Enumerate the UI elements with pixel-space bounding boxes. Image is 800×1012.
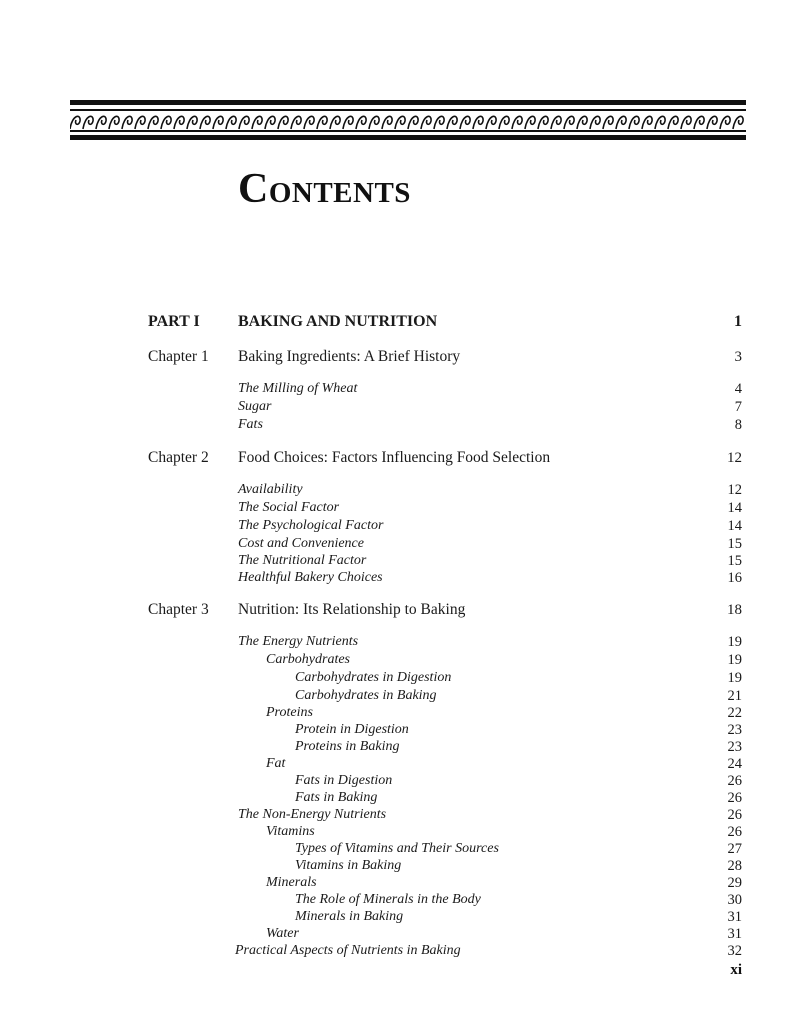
ornament-wave — [265, 116, 275, 129]
entry-page: 4 — [734, 381, 742, 397]
page-folio: xi — [730, 962, 742, 978]
ornament-wave — [109, 116, 119, 129]
ornament-wave — [382, 116, 392, 129]
ornament-wave — [655, 116, 665, 129]
ornament-wave — [200, 116, 210, 129]
entry-text: The Social Factor — [238, 500, 340, 515]
ornament-wave — [395, 116, 405, 129]
toc-entry — [0, 632, 800, 652]
ornament-wave — [343, 116, 353, 129]
entry-page: 14 — [727, 518, 742, 534]
page-title: Contents — [238, 166, 411, 212]
entry-text: Healthful Bakery Choices — [238, 570, 383, 585]
entry-text: Water — [266, 926, 299, 941]
ornament-wave — [642, 116, 652, 129]
entry-page: 30 — [727, 892, 742, 908]
ornament-wave — [135, 116, 145, 129]
entry-text: The Nutritional Factor — [238, 553, 367, 568]
entry-text: Protein in Digestion — [295, 722, 409, 737]
entry-text: Practical Aspects of Nutrients in Baking — [235, 943, 461, 958]
ornament-wave — [356, 116, 366, 129]
chapter-title: Food Choices: Factors Influencing Food Selection — [238, 449, 551, 466]
toc-entry — [0, 668, 800, 688]
entry-text: Proteins in Baking — [295, 739, 400, 754]
entry-page: 8 — [734, 417, 742, 433]
entry-text: Fat — [266, 756, 286, 771]
border-rule-bottom — [70, 135, 746, 140]
toc-entry — [0, 415, 800, 435]
entry-text: Minerals — [266, 875, 317, 890]
chapter-page: 3 — [734, 349, 742, 365]
chapter-page: 12 — [727, 450, 742, 466]
ornament-wave — [473, 116, 483, 129]
toc-entry — [0, 650, 800, 670]
entry-page: 26 — [727, 807, 742, 823]
entry-text: Fats in Baking — [295, 790, 378, 805]
toc-entry — [0, 379, 800, 399]
ornament-wave — [486, 116, 496, 129]
chapter-page: 18 — [727, 602, 742, 618]
entry-text: Types of Vitamins and Their Sources — [295, 841, 499, 856]
entry-page: 12 — [727, 482, 742, 498]
toc-entry — [0, 568, 800, 588]
entry-page: 28 — [727, 858, 742, 874]
entry-page: 15 — [727, 553, 742, 569]
toc-entry — [0, 397, 800, 417]
entry-page: 26 — [727, 824, 742, 840]
toc-entry — [0, 498, 800, 518]
entry-page: 19 — [727, 670, 742, 686]
ornament-wave — [213, 116, 223, 129]
ornament-wave — [668, 116, 678, 129]
entry-page: 31 — [727, 926, 742, 942]
toc-entry — [0, 941, 800, 961]
ornament-wave — [590, 116, 600, 129]
ornament-wave — [122, 116, 132, 129]
entry-page: 27 — [727, 841, 742, 857]
toc-chapter-row — [0, 448, 800, 468]
toc-entry — [0, 480, 800, 500]
ornament-wave — [720, 116, 730, 129]
ornament-wave — [317, 116, 327, 129]
ornament-wave — [538, 116, 548, 129]
entry-page: 26 — [727, 773, 742, 789]
ornament-wave — [187, 116, 197, 129]
part-label: PART I — [148, 313, 200, 330]
toc-chapter-row — [0, 600, 800, 620]
chapter-label: Chapter 2 — [148, 449, 209, 466]
entry-text: Carbohydrates — [266, 652, 350, 667]
ornament-wave — [239, 116, 249, 129]
entry-text: Minerals in Baking — [295, 909, 404, 924]
entry-page: 23 — [727, 739, 742, 755]
entry-page: 16 — [727, 570, 742, 586]
entry-text: Carbohydrates in Baking — [295, 688, 437, 703]
entry-text: Vitamins in Baking — [295, 858, 402, 873]
chapter-title: Nutrition: Its Relationship to Baking — [238, 601, 466, 618]
entry-page: 15 — [727, 536, 742, 552]
entry-text: The Energy Nutrients — [238, 634, 359, 649]
entry-page: 32 — [727, 943, 742, 959]
ornament-wave — [434, 116, 444, 129]
entry-page: 19 — [727, 634, 742, 650]
entry-text: Sugar — [238, 399, 272, 414]
part-title: BAKING AND NUTRITION — [238, 313, 438, 330]
ornament-wave — [174, 116, 184, 129]
entry-text: Fats in Digestion — [295, 773, 393, 788]
entry-text: The Milling of Wheat — [238, 381, 358, 396]
chapter-label: Chapter 1 — [148, 348, 209, 365]
ornament-wave — [226, 116, 236, 129]
entry-page: 23 — [727, 722, 742, 738]
entry-text: Vitamins — [266, 824, 315, 839]
ornament-wave — [512, 116, 522, 129]
ornament-wave — [369, 116, 379, 129]
part-page: 1 — [734, 313, 742, 330]
ornament-wave — [681, 116, 691, 129]
entry-text: Availability — [238, 482, 303, 497]
entry-text: The Psychological Factor — [238, 518, 384, 533]
border-rule-top — [70, 100, 746, 105]
ornament-wave — [148, 116, 158, 129]
ornament-wave — [707, 116, 717, 129]
chapter-label: Chapter 3 — [148, 601, 209, 618]
ornament-wave — [603, 116, 613, 129]
entry-text: Carbohydrates in Digestion — [295, 670, 452, 685]
ornament-wave — [252, 116, 262, 129]
ornament-wave — [96, 116, 106, 129]
ornament-wave — [70, 116, 80, 129]
ornament-wave — [304, 116, 314, 129]
ornament-wave — [564, 116, 574, 129]
ornament-wave — [694, 116, 704, 129]
entry-text: The Non-Energy Nutrients — [238, 807, 387, 822]
ornament-wave — [447, 116, 457, 129]
entry-page: 29 — [727, 875, 742, 891]
ornament-wave — [408, 116, 418, 129]
entry-page: 7 — [734, 399, 742, 415]
toc-part-row — [0, 312, 800, 332]
ornament-wave — [83, 116, 93, 129]
toc-entry — [0, 516, 800, 536]
ornament-wave — [278, 116, 288, 129]
ornament-wave — [551, 116, 561, 129]
toc-chapter-row — [0, 347, 800, 367]
ornament-wave — [421, 116, 431, 129]
ornament-wave — [733, 116, 743, 129]
ornament-wave — [629, 116, 639, 129]
entry-page: 31 — [727, 909, 742, 925]
ornament-wave — [499, 116, 509, 129]
ornament-wave — [161, 116, 171, 129]
entry-text: Proteins — [266, 705, 313, 720]
entry-page: 21 — [727, 688, 742, 704]
border-rule-thin-bottom — [70, 130, 746, 132]
ornament-wave — [616, 116, 626, 129]
entry-page: 24 — [727, 756, 742, 772]
ornament-wave — [525, 116, 535, 129]
chapter-title: Baking Ingredients: A Brief History — [238, 348, 461, 365]
entry-page: 26 — [727, 790, 742, 806]
ornament-wave — [460, 116, 470, 129]
entry-page: 22 — [727, 705, 742, 721]
entry-text: Cost and Convenience — [238, 536, 364, 551]
entry-page: 19 — [727, 652, 742, 668]
ornament-wave — [291, 116, 301, 129]
ornamental-border — [70, 109, 746, 132]
entry-text: Fats — [238, 417, 263, 432]
entry-page: 14 — [727, 500, 742, 516]
ornament-wave — [330, 116, 340, 129]
ornament-wave — [577, 116, 587, 129]
entry-text: The Role of Minerals in the Body — [295, 892, 481, 907]
